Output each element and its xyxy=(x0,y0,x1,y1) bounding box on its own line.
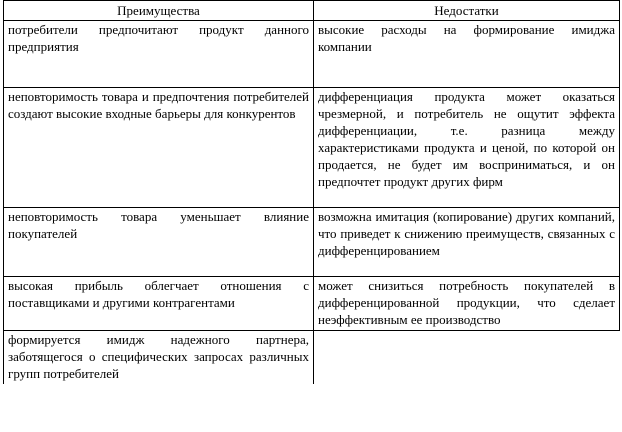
table-row xyxy=(4,21,620,88)
disadvantage-text: дифференциация продукта может оказаться чрезмерной, и потребитель не ощутит эффекта дифференциации, т.е. разница между характеристиками продукта и ценой, по которой он продается, не будет им восприниматься, и он предпочтет продукт других фирм xyxy=(318,89,615,189)
advantage-text: высокая прибыль облегчает отношения с поставщиками и другими контрагентами xyxy=(8,278,309,310)
advantage-text: потребители предпочитают продукт данного предприятия xyxy=(8,22,309,54)
advantage-text: неповторимость товара и предпочтения потребителей создают высокие входные барьеры для конкурентов xyxy=(8,89,309,121)
advantage-cell xyxy=(4,331,314,385)
table-row xyxy=(4,208,620,277)
advantage-text: неповторимость товара уменьшает влияние покупателей xyxy=(8,209,309,241)
advantage-cell xyxy=(4,21,314,88)
disadvantage-cell xyxy=(314,208,620,277)
advantage-text: формируется имидж надежного партнера, заботящегося о специфических запросах различных групп потребителей xyxy=(8,332,309,381)
advantage-cell xyxy=(4,208,314,277)
disadvantage-cell xyxy=(314,21,620,88)
table-header-row xyxy=(4,1,620,21)
disadvantage-text: возможна имитация (копирование) других компаний, что приведет к снижению преимуществ, связанных с дифференцированием xyxy=(318,209,615,258)
disadvantage-cell xyxy=(314,277,620,331)
table-row xyxy=(4,277,620,331)
disadvantage-text: высокие расходы на формирование имиджа компании xyxy=(318,22,615,54)
table-row xyxy=(4,331,620,385)
disadvantage-cell xyxy=(314,331,620,385)
header-advantages: Преимущества xyxy=(4,1,314,21)
header-disadvantages: Недостатки xyxy=(314,1,620,21)
advantage-cell xyxy=(4,277,314,331)
disadvantage-cell xyxy=(314,88,620,208)
advantage-cell xyxy=(4,88,314,208)
advantages-disadvantages-table xyxy=(3,0,620,384)
disadvantage-text: может снизиться потребность покупателей в дифференцированной продукции, что сделает неэффективным ее производство xyxy=(318,278,615,327)
table-row xyxy=(4,88,620,208)
